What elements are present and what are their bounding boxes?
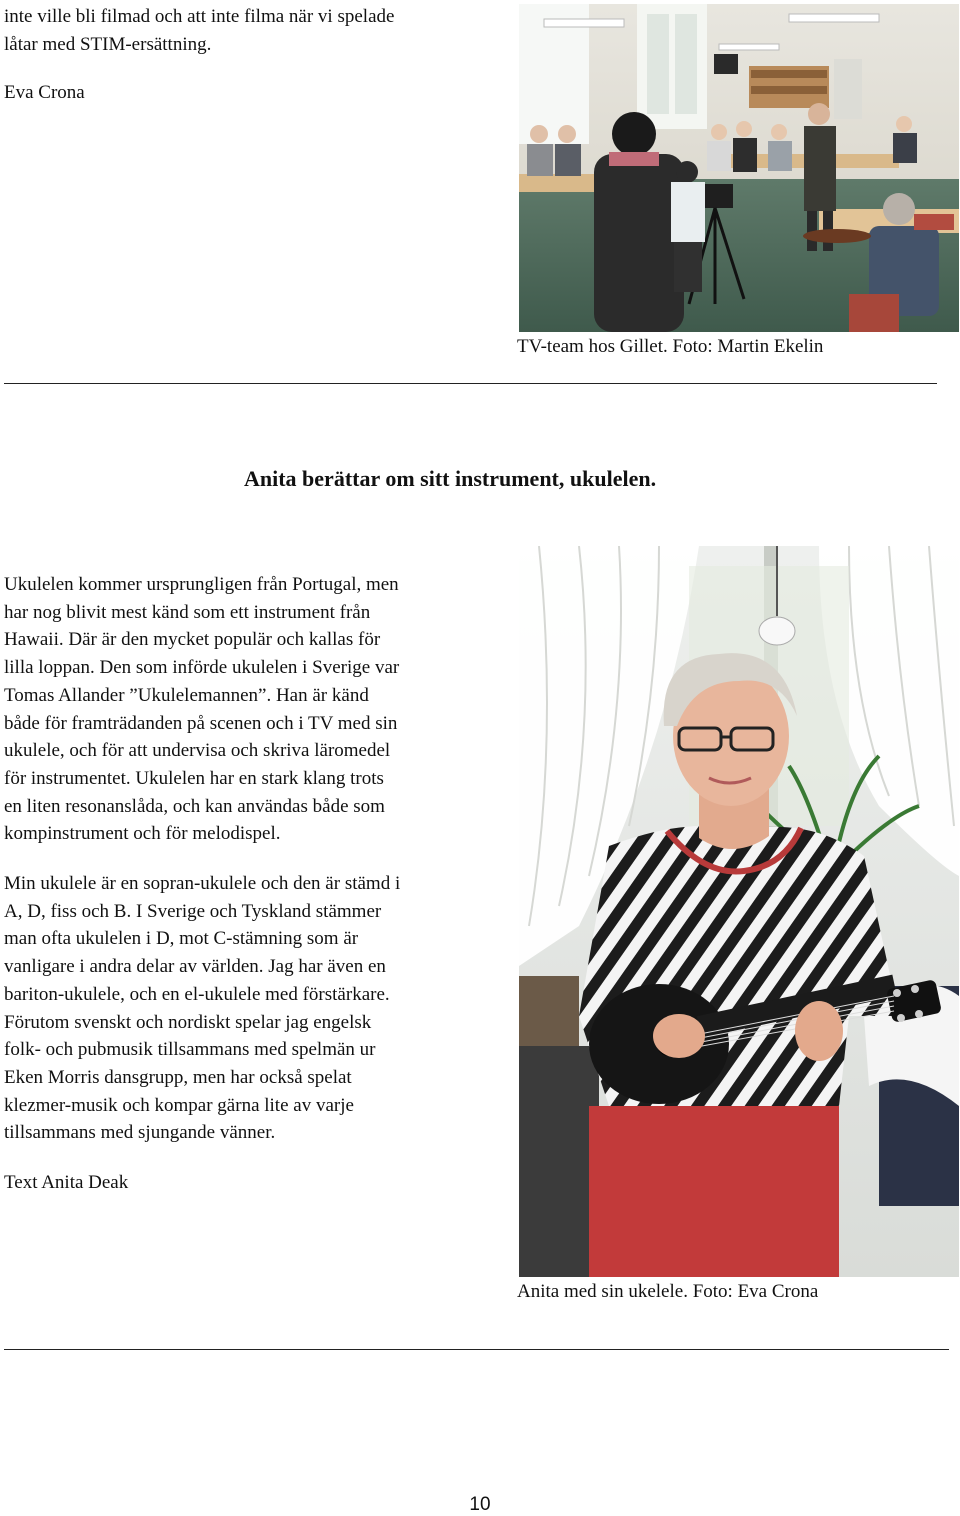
- separator-line: [4, 383, 937, 384]
- text-line: Förutom svenskt och nordiskt spelar jag engelsk: [4, 1011, 372, 1033]
- text-line: har nog blivit mest känd som ett instrument från: [4, 601, 371, 623]
- text-line: A, D, fiss och B. I Sverige och Tyskland stämmer: [4, 900, 382, 922]
- text-line: både för framträdanden på scenen och i TV med sin: [4, 712, 398, 734]
- text-line: bariton-ukulele, och en el-ukulele med förstärkare.: [4, 983, 390, 1005]
- text-line: Tomas Allander ”Ukulelemannen”. Han är känd: [4, 684, 369, 706]
- text-line: klezmer-musik och kompar gärna lite av varje: [4, 1094, 354, 1116]
- text-line: tillsammans med sjungande vänner.: [4, 1122, 276, 1144]
- text-line: Hawaii. Där är den mycket populär och kallas för: [4, 629, 381, 651]
- photo-caption: TV-team hos Gillet. Foto: Martin Ekelin: [517, 336, 824, 357]
- article-paragraph: [4, 571, 399, 848]
- text-credit: Text Anita Deak: [4, 1172, 129, 1193]
- signature: Eva Crona: [4, 82, 85, 103]
- text-line: ukulele, och för att undervisa och skriva läromedel: [4, 740, 391, 762]
- text-line: låtar med STIM-ersättning.: [4, 33, 212, 55]
- text-line: lilla loppan. Den som införde ukulelen i Sverige var: [4, 657, 400, 679]
- text-line: för instrumentet. Ukulelen har en stark klang trots: [4, 767, 384, 789]
- photo-anita-ukulele: [519, 546, 959, 1277]
- text-line: Eken Morris dansgrupp, men har också spelat: [4, 1066, 352, 1088]
- photo-caption: Anita med sin ukelele. Foto: Eva Crona: [517, 1281, 819, 1302]
- text-line: folk- och pubmusik tillsammans med spelmän ur: [4, 1039, 376, 1061]
- text-line: inte ville bli filmad och att inte filma när vi spelade: [4, 6, 395, 27]
- continued-paragraph: [4, 3, 394, 58]
- page-number: 10: [469, 1494, 491, 1515]
- text-line: Min ukulele är en sopran-ukulele och den är stämd i: [4, 873, 401, 894]
- text-line: en liten resonanslåda, och kan användas både som: [4, 795, 385, 817]
- article-paragraph: [4, 870, 400, 1147]
- section-heading: Anita berättar om sitt instrument, ukulelen.: [244, 466, 657, 491]
- text-line: kompinstrument och för melodispel.: [4, 823, 281, 845]
- photo-tv-team: [519, 4, 959, 332]
- text-line: vanligare i andra delar av världen. Jag har även en: [4, 956, 386, 978]
- classroom-photo-image: [519, 4, 959, 332]
- separator-line: [4, 1349, 949, 1350]
- text-line: man ofta ukulelen i D, mot C-stämning som är: [4, 928, 359, 950]
- text-line: Ukulelen kommer ursprungligen från Portugal, men: [4, 574, 399, 595]
- portrait-photo-image: [519, 546, 959, 1277]
